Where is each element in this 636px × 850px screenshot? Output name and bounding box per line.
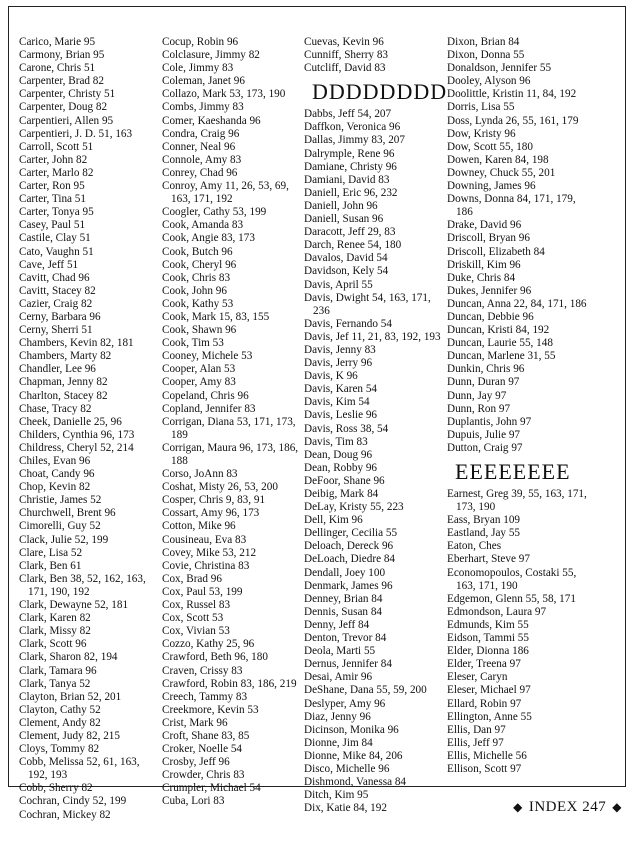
- index-entry: Davis, K 96: [304, 370, 358, 383]
- index-entry: Conner, Neal 96: [162, 140, 236, 153]
- index-entry: Clark, Sharon 82, 194: [19, 651, 118, 664]
- index-entry: Dunn, Jay 97: [447, 389, 507, 402]
- index-entry: Casey, Paul 51: [19, 219, 86, 232]
- index-entry: Eberhart, Steve 97: [447, 553, 530, 566]
- index-entry: Davidson, Kely 54: [304, 265, 389, 278]
- index-entry: Clement, Judy 82, 215: [19, 729, 120, 742]
- index-entry: Davis, Jenny 83: [304, 343, 376, 356]
- index-entry: Coogler, Cathy 53, 199: [162, 206, 267, 219]
- index-entry: Castile, Clay 51: [19, 232, 91, 245]
- index-column-3: [304, 36, 448, 815]
- index-entry: Dean, Robby 96: [304, 461, 378, 474]
- index-entry: Ellard, Robin 97: [447, 697, 522, 710]
- index-entry: Driscoll, Elizabeth 84: [447, 245, 545, 258]
- index-entry: Cozzo, Kathy 25, 96: [162, 638, 255, 651]
- index-entry: Carpenter, Christy 51: [19, 88, 116, 101]
- index-entry: Cook, John 96: [162, 284, 227, 297]
- index-entry: Clark, Ben 61: [19, 559, 82, 572]
- index-entry: DeShane, Dana 55, 59, 200: [304, 684, 427, 697]
- index-entry: Dellinger, Cecilia 55: [304, 527, 398, 540]
- index-entry: Chapman, Jenny 82: [19, 376, 108, 389]
- index-entry: Cook, Cheryl 96: [162, 258, 237, 271]
- index-entry: Dixon, Brian 84: [447, 36, 520, 48]
- index-entry: Disco, Michelle 96: [304, 762, 390, 775]
- index-entry: Cook, Shawn 96: [162, 324, 237, 337]
- index-entry: Creekmore, Kevin 53: [162, 703, 259, 716]
- index-entry: Crumpler, Michael 54: [162, 782, 261, 795]
- index-entry: Duncan, Anna 22, 84, 171, 186: [447, 297, 587, 310]
- index-entry: Deloach, Dereck 96: [304, 540, 394, 553]
- index-entry: Christie, James 52: [19, 494, 102, 507]
- index-entry: Covey, Mike 53, 212: [162, 546, 257, 559]
- index-entry: Cook, Amanda 83: [162, 219, 244, 232]
- index-entry: Cutcliff, David 83: [304, 62, 386, 75]
- index-entry: Eastland, Jay 55: [447, 527, 521, 540]
- index-entry: Cerny, Sherri 51: [19, 324, 93, 337]
- index-entry: Davis, Leslie 96: [304, 409, 378, 422]
- index-entry: Eidson, Tammi 55: [447, 632, 529, 645]
- index-entry: Coshat, Misty 26, 53, 200: [162, 481, 278, 494]
- index-entry: Cooper, Amy 83: [162, 376, 236, 389]
- index-entry: Copeland, Chris 96: [162, 389, 249, 402]
- index-entry: Clark, Dewayne 52, 181: [19, 599, 129, 612]
- section-heading-e: EEEEEEEE: [455, 459, 571, 484]
- index-entry: Carpenter, Brad 82: [19, 75, 104, 88]
- index-entry: Churchwell, Brent 96: [19, 507, 116, 520]
- index-entry: Cooney, Michele 53: [162, 350, 253, 363]
- index-entry: Ellis, Michelle 56: [447, 749, 527, 762]
- index-entry: Covie, Christina 83: [162, 559, 250, 572]
- index-entry: Deibig, Mark 84: [304, 488, 379, 500]
- index-entry: Davis, Jerry 96: [304, 357, 373, 370]
- index-column-1: [19, 36, 159, 822]
- index-entry: Clayton, Cathy 52: [19, 703, 101, 716]
- index-entry: Dixon, Donna 55: [447, 49, 525, 62]
- index-entry: Cerny, Barbara 96: [19, 310, 101, 323]
- index-entry: Dupuis, Julie 97: [447, 428, 521, 441]
- index-entry: Clark, Ben 38, 52, 162, 163, 171, 190, 192: [19, 572, 146, 598]
- index-entry: Doss, Lynda 26, 55, 161, 179: [447, 114, 579, 127]
- index-entry: Cossart, Amy 96, 173: [162, 507, 260, 520]
- index-entry: Davis, April 55: [304, 278, 373, 291]
- index-entry: Chambers, Kevin 82, 181: [19, 337, 134, 350]
- index-entry: Desai, Amir 96: [304, 671, 373, 684]
- index-entry: Clark, Missy 82: [19, 625, 91, 638]
- index-entry: Cuevas, Kevin 96: [304, 36, 384, 48]
- index-entry: Dionne, Jim 84: [304, 736, 373, 749]
- index-entry: Ellington, Anne 55: [447, 710, 532, 723]
- index-entry: Cox, Scott 53: [162, 612, 224, 625]
- index-entry: Davis, Tim 83: [304, 435, 368, 448]
- index-entry: Combs, Jimmy 83: [162, 101, 244, 114]
- index-entry: Damiane, Christy 96: [304, 160, 397, 173]
- index-entry: Denney, Brian 84: [304, 592, 383, 605]
- index-entry: Dionne, Mike 84, 206: [304, 749, 403, 762]
- index-entry: Clayton, Brian 52, 201: [19, 690, 122, 703]
- index-entry: Chop, Kevin 82: [19, 481, 91, 494]
- index-entry: Daniell, Susan 96: [304, 213, 384, 226]
- index-entry: Dernus, Jennifer 84: [304, 658, 392, 671]
- index-entry: Edgemon, Glenn 55, 58, 171: [447, 592, 576, 605]
- index-entry: Diaz, Jenny 96: [304, 710, 371, 723]
- index-entry: Clack, Julie 52, 199: [19, 533, 109, 546]
- index-entry: Edmunds, Kim 55: [447, 618, 529, 631]
- index-entry: Dunkin, Chris 96: [447, 363, 525, 376]
- index-entry: Edmondson, Laura 97: [447, 605, 547, 618]
- diamond-icon: ◆: [513, 800, 523, 814]
- index-entry: Corrigan, Maura 96, 173, 186, 188: [162, 441, 299, 467]
- index-entry: Duplantis, John 97: [447, 415, 532, 428]
- index-entry: Cloys, Tommy 82: [19, 743, 100, 756]
- index-entry: Duncan, Marlene 31, 55: [447, 350, 556, 363]
- index-entry: Downing, James 96: [447, 180, 536, 193]
- index-entry: Dean, Doug 96: [304, 448, 373, 461]
- index-entry: Dow, Kristy 96: [447, 127, 516, 140]
- index-entry: Cosper, Chris 9, 83, 91: [162, 494, 266, 507]
- index-entry: Clement, Andy 82: [19, 716, 101, 729]
- index-entry: Carter, Tonya 95: [19, 206, 94, 219]
- index-entry: Denmark, James 96: [304, 579, 393, 592]
- index-entry: Duncan, Laurie 55, 148: [447, 337, 553, 350]
- index-entry: Chase, Tracy 82: [19, 402, 92, 415]
- index-entry: Cook, Angie 83, 173: [162, 232, 255, 245]
- index-entry: Cook, Mark 15, 83, 155: [162, 310, 270, 323]
- index-entry: Chambers, Marty 82: [19, 350, 112, 363]
- index-entry: Dukes, Jennifer 96: [447, 284, 532, 297]
- index-entry: Cazier, Craig 82: [19, 297, 93, 310]
- index-entry: DeLay, Kristy 55, 223: [304, 501, 404, 514]
- index-entry: Driscoll, Bryan 96: [447, 232, 530, 245]
- index-entry: Eass, Bryan 109: [447, 514, 521, 527]
- index-entry: Carico, Marie 95: [19, 36, 96, 48]
- index-entry: Deola, Marti 55: [304, 645, 376, 658]
- index-entry: Dunn, Ron 97: [447, 402, 511, 415]
- index-entry: Croft, Shane 83, 85: [162, 729, 250, 742]
- index-entry: Carroll, Scott 51: [19, 140, 94, 153]
- index-entry: Damiani, David 83: [304, 173, 390, 186]
- index-entry: Crist, Mark 96: [162, 716, 228, 729]
- index-entry: Cox, Brad 96: [162, 572, 222, 585]
- index-entry: Cooper, Alan 53: [162, 363, 236, 376]
- index-entry: Cotton, Mike 96: [162, 520, 236, 533]
- index-entry: Conroy, Amy 11, 26, 53, 69, 163, 171, 192: [162, 180, 289, 206]
- index-entry: Crosby, Jeff 96: [162, 756, 230, 769]
- index-entry: Crawford, Beth 96, 180: [162, 651, 268, 664]
- index-column-4: [447, 36, 587, 776]
- index-entry: Davalos, David 54: [304, 252, 388, 265]
- index-entry: Dicinson, Monika 96: [304, 723, 399, 736]
- index-entry: Choat, Candy 96: [19, 468, 95, 481]
- index-entry: Downs, Donna 84, 171, 179, 186: [447, 193, 576, 219]
- index-entry: Chiles, Evan 96: [19, 455, 91, 467]
- index-entry: Cobb, Sherry 82: [19, 782, 93, 795]
- index-entry: Dell, Kim 96: [304, 514, 363, 527]
- index-entry: Cox, Russel 83: [162, 599, 231, 612]
- index-entry: Darch, Renee 54, 180: [304, 239, 402, 252]
- index-entry: Cook, Tim 53: [162, 337, 224, 350]
- index-entry: Creech, Tammy 83: [162, 690, 248, 703]
- index-entry: Ellis, Dan 97: [447, 723, 506, 736]
- index-entry: Cavitt, Stacey 82: [19, 284, 96, 297]
- index-entry: Childress, Cheryl 52, 214: [19, 441, 134, 454]
- index-entry: Cochran, Cindy 52, 199: [19, 795, 127, 808]
- index-entry: Conrey, Chad 96: [162, 166, 238, 179]
- index-entry: Eleser, Caryn: [447, 671, 508, 684]
- index-entry: Dishmond, Vanessa 84: [304, 776, 407, 789]
- index-entry: Dunn, Duran 97: [447, 376, 520, 389]
- index-entry: Cook, Kathy 53: [162, 297, 234, 310]
- index-entry: Copland, Jennifer 83: [162, 402, 256, 415]
- index-entry: Carter, Ron 95: [19, 180, 85, 193]
- index-entry: Duncan, Debbie 96: [447, 310, 534, 323]
- index-entry: Dallas, Jimmy 83, 207: [304, 134, 405, 147]
- index-entry: Daracott, Jeff 29, 83: [304, 226, 396, 239]
- index-entry: Dalrymple, Rene 96: [304, 147, 395, 160]
- index-entry: Cavitt, Chad 96: [19, 271, 90, 284]
- index-entry: Cox, Vivian 53: [162, 625, 230, 638]
- index-entry: Carter, Marlo 82: [19, 166, 94, 179]
- index-entry: Condra, Craig 96: [162, 127, 240, 140]
- index-entry: Clark, Scott 96: [19, 638, 87, 651]
- index-entry: Davis, Karen 54: [304, 383, 378, 396]
- index-entry: Croker, Noelle 54: [162, 743, 243, 756]
- index-entry: Carpenter, Doug 82: [19, 101, 108, 114]
- diamond-icon: ◆: [612, 800, 622, 814]
- index-entry: Connole, Amy 83: [162, 153, 242, 166]
- index-entry: Doolittle, Kristin 11, 84, 192: [447, 88, 577, 101]
- index-entry: Deslyper, Amy 96: [304, 697, 386, 710]
- index-entry: Carpentieri, J. D. 51, 163: [19, 127, 133, 140]
- index-entry: Dabbs, Jeff 54, 207: [304, 108, 392, 121]
- index-entry: Collazo, Mark 53, 173, 190: [162, 88, 286, 101]
- index-entry: Cunniff, Sherry 83: [304, 49, 389, 62]
- index-entry: Dooley, Alyson 96: [447, 75, 531, 88]
- index-entry: Dutton, Craig 97: [447, 441, 523, 454]
- index-entry: Davis, Dwight 54, 163, 171, 236: [304, 291, 431, 317]
- page-footer: [513, 798, 622, 816]
- index-entry: Dendall, Joey 100: [304, 566, 386, 579]
- index-entry: Carter, Tina 51: [19, 193, 86, 206]
- index-entry: Colclasure, Jimmy 82: [162, 49, 260, 62]
- index-entry: Duke, Chris 84: [447, 271, 516, 284]
- index-entry: Dow, Scott 55, 180: [447, 140, 533, 153]
- index-entry: Driskill, Kim 96: [447, 258, 521, 271]
- index-entry: Cimorelli, Guy 52: [19, 520, 101, 533]
- index-entry: Cochran, Mickey 82: [19, 808, 111, 821]
- index-entry: DeLoach, Diedre 84: [304, 553, 396, 566]
- index-entry: Downey, Chuck 55, 201: [447, 166, 556, 179]
- index-entry: Cousineau, Eva 83: [162, 533, 247, 546]
- index-entry: DeFoor, Shane 96: [304, 474, 385, 487]
- index-entry: Charlton, Stacey 82: [19, 389, 108, 402]
- index-entry: Dowen, Karen 84, 198: [447, 153, 549, 166]
- index-entry: Clark, Tamara 96: [19, 664, 97, 677]
- index-entry: Elder, Treena 97: [447, 658, 521, 671]
- index-entry: Clare, Lisa 52: [19, 546, 83, 559]
- index-entry: Ellison, Scott 97: [447, 762, 522, 775]
- index-entry: Cuba, Lori 83: [162, 795, 225, 808]
- index-entry: Cole, Jimmy 83: [162, 62, 234, 75]
- index-entry: Coleman, Janet 96: [162, 75, 245, 88]
- index-entry: Cheek, Danielle 25, 96: [19, 415, 122, 428]
- index-entry: Corrigan, Diana 53, 171, 173, 189: [162, 415, 296, 441]
- index-entry: Eaton, Ches: [447, 540, 502, 553]
- index-entry: Dorris, Lisa 55: [447, 101, 515, 114]
- index-entry: Davis, Fernando 54: [304, 317, 392, 330]
- index-entry: Economopoulos, Costaki 55, 163, 171, 190: [447, 566, 577, 592]
- index-entry: Davis, Kim 54: [304, 396, 370, 409]
- index-entry: Corso, JoAnn 83: [162, 468, 238, 481]
- index-entry: Crowder, Chris 83: [162, 769, 245, 782]
- page-number: INDEX 247: [528, 799, 607, 815]
- index-entry: Dix, Katie 84, 192: [304, 802, 387, 815]
- index-entry: Cox, Paul 53, 199: [162, 585, 243, 598]
- index-entry: Crawford, Robin 83, 186, 219: [162, 677, 297, 690]
- index-entry: Craven, Crissy 83: [162, 664, 243, 677]
- index-entry: Denton, Trevor 84: [304, 632, 387, 645]
- index-entry: Daniell, Eric 96, 232: [304, 186, 398, 199]
- index-entry: Davis, Jef 11, 21, 83, 192, 193: [304, 330, 441, 343]
- index-entry: Clark, Karen 82: [19, 612, 91, 625]
- index-entry: Childers, Cynthia 96, 173: [19, 428, 135, 441]
- index-entry: Ellis, Jeff 97: [447, 736, 504, 749]
- index-entry: Ditch, Kim 95: [304, 789, 369, 802]
- index-entry: Daffkon, Veronica 96: [304, 121, 401, 134]
- index-entry: Carter, John 82: [19, 153, 88, 166]
- index-entry: Cave, Jeff 51: [19, 258, 79, 271]
- index-entry: Cobb, Melissa 52, 61, 163, 192, 193: [19, 756, 140, 782]
- index-entry: Elder, Dionna 186: [447, 645, 529, 658]
- index-entry: Cocup, Robin 96: [162, 36, 239, 48]
- index-entry: Cato, Vaughn 51: [19, 245, 94, 258]
- index-entry: Clark, Tanya 52: [19, 677, 91, 690]
- index-entry: Donaldson, Jennifer 55: [447, 62, 552, 75]
- index-entry: Daniell, John 96: [304, 199, 378, 212]
- index-entry: Duncan, Kristi 84, 192: [447, 324, 550, 337]
- index-entry: Earnest, Greg 39, 55, 163, 171, 173, 190: [447, 488, 587, 514]
- index-entry: Comer, Kaeshanda 96: [162, 114, 261, 127]
- index-entry: Carpentieri, Allen 95: [19, 114, 114, 127]
- index-entry: Davis, Ross 38, 54: [304, 422, 389, 435]
- index-entry: Dennis, Susan 84: [304, 605, 383, 618]
- index-column-2: [162, 36, 302, 809]
- index-entry: Carone, Chris 51: [19, 62, 96, 75]
- index-entry: Cook, Chris 83: [162, 271, 231, 284]
- section-heading-d: DDDDDDDD: [312, 79, 448, 105]
- index-entry: Eleser, Michael 97: [447, 684, 531, 697]
- index-entry: Carmony, Brian 95: [19, 49, 105, 62]
- index-entry: Chandler, Lee 96: [19, 363, 96, 376]
- index-entry: Drake, David 96: [447, 219, 522, 232]
- index-entry: Cook, Butch 96: [162, 245, 233, 258]
- index-entry: Denny, Jeff 84: [304, 618, 370, 631]
